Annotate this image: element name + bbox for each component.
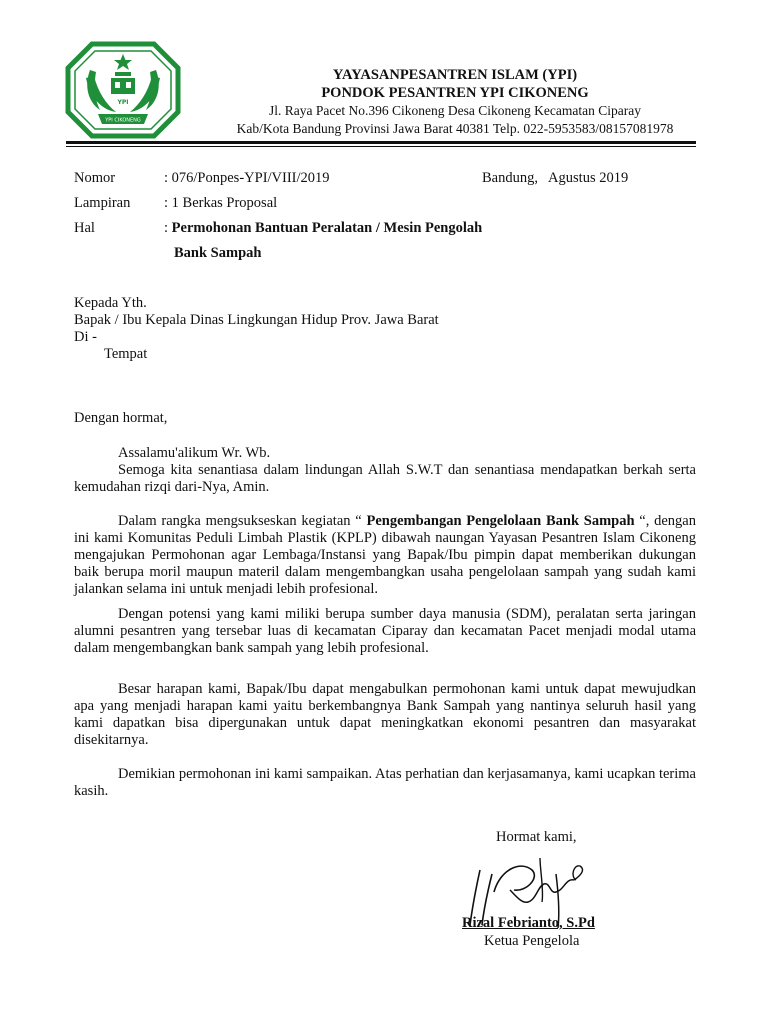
- logo-ribbon-text: YPI CIKONENG: [105, 117, 141, 124]
- letter-date: Bandung, Agustus 2019: [482, 170, 629, 186]
- letterhead-foundation: YAYASANPESANTREN ISLAM (YPI): [332, 67, 578, 83]
- letterhead-address: Jl. Raya Pacet No.396 Cikoneng Desa Cikoneng Kecamatan Ciparay: [269, 103, 641, 118]
- paragraph-2-pre: Dalam rangka mengsukseskan kegiatan “: [118, 513, 367, 529]
- paragraph-5: Demikian permohonan ini kami sampaikan. Atas perhatian dan kerjasamanya, kami ucapkan terima kasih.: [74, 766, 696, 799]
- paragraph-2: [74, 513, 696, 598]
- letterhead: [190, 66, 720, 138]
- letterhead-divider-thick: [66, 141, 696, 144]
- letterhead-school: PONDOK PESANTREN YPI CIKONENG: [321, 85, 589, 101]
- letterhead-divider-thin: [66, 146, 696, 147]
- nomor-value: : 076/Ponpes-YPI/VIII/2019: [164, 170, 330, 186]
- signer-title: Ketua Pengelola: [484, 933, 580, 949]
- recipient-line3: Di -: [74, 329, 97, 345]
- paragraph-4: Besar harapan kami, Bapak/Ibu dapat mengabulkan permohonan kami untuk dapat mewujudkan apa yang menjadi harapan kami yaitu berkembangnya Bank Sampah yang nantinya seluruh hasil yang kami dapatkan bisa dipergunakan untuk dapat meningkatkan ekonomi pesantren dan masyarakat disekitarnya.: [74, 681, 696, 748]
- hal-colon: :: [164, 220, 172, 236]
- hal-value-line2: Bank Sampah: [174, 245, 262, 261]
- school-logo-icon: [64, 40, 182, 140]
- recipient-line1: Kepada Yth.: [74, 295, 147, 311]
- paragraph-2-bold: Pengembangan Pengelolaan Bank Sampah: [366, 513, 635, 529]
- nomor-label: Nomor: [74, 170, 116, 186]
- salam: Assalamu'alikum Wr. Wb.: [118, 445, 271, 461]
- logo-top-text: YPI: [117, 99, 129, 106]
- lampiran-value: : 1 Berkas Proposal: [164, 195, 278, 211]
- hal-value-line1: Permohonan Bantuan Peralatan / Mesin Pengolah: [171, 220, 483, 236]
- hal-label: Hal: [74, 220, 95, 236]
- signer-name: Rizal Febrianto, S.Pd: [462, 915, 595, 931]
- paragraph-2-post: “, dengan ini kami Komunitas Peduli Limbah Plastik (KPLP) dibawah naungan Yayasan Pesantren Islam Cikoneng mengajukan Permohonan agar Lembaga/Instansi yang Bapak/Ibu pimpin dapat memberikan dukungan baik berupa moril maupun materil dalam mengembangkan usaha pengelolaan sampah yang sudah kami jalankan selama ini untuk menjadi lebih profesional.: [74, 513, 696, 597]
- paragraph-1: Semoga kita senantiasa dalam lindungan Allah S.W.T dan senantiasa mendapatkan berkah serta kemudahan rizqi dari-Nya, Amin.: [74, 462, 696, 495]
- paragraph-3: Dengan potensi yang kami miliki berupa sumber daya manusia (SDM), peralatan serta jaringan alumni pesantren yang tersebar luas di kecamatan Ciparay dan kecamatan Pacet menjadi modal utama dalam mengembangkan bank sampah yang lebih profesional.: [74, 606, 696, 656]
- closing-regards: Hormat kami,: [496, 829, 577, 845]
- recipient-line4: Tempat: [104, 346, 148, 362]
- letterhead-contact: Kab/Kota Bandung Provinsi Jawa Barat 40381 Telp. 022-5953583/08157081978: [236, 121, 674, 136]
- greeting: Dengan hormat,: [74, 410, 168, 426]
- recipient-line2: Bapak / Ibu Kepala Dinas Lingkungan Hidup Prov. Jawa Barat: [74, 312, 439, 328]
- lampiran-label: Lampiran: [74, 195, 131, 211]
